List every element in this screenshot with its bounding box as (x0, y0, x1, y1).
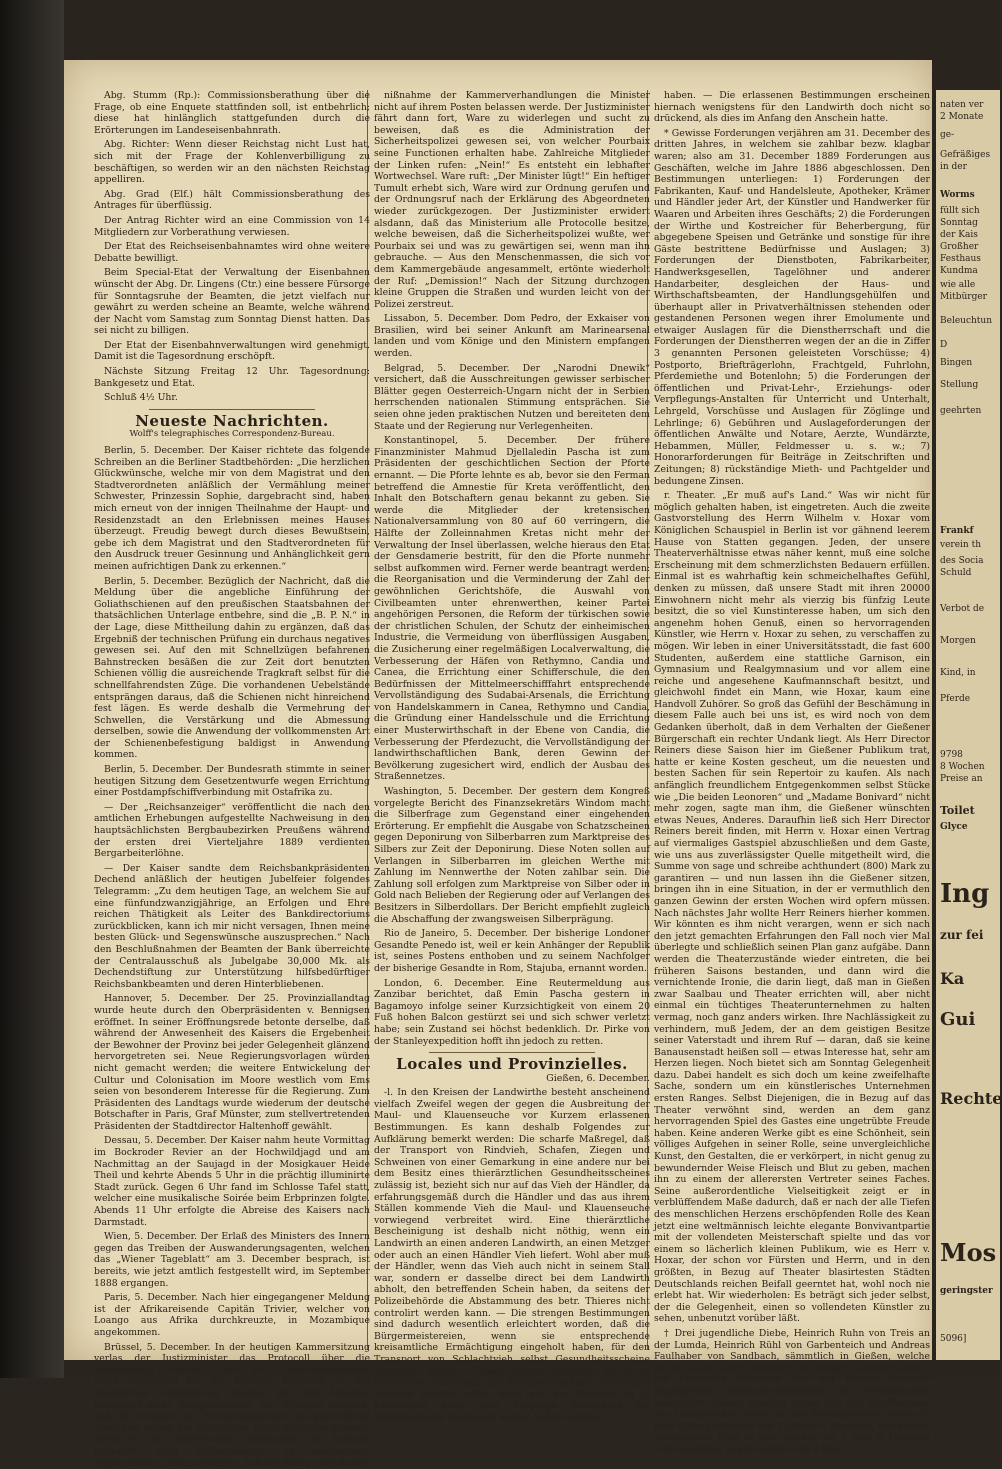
local-item: haben. — Die erlassenen Bestimmungen erscheinen hiernach wenigstens für den Landwirth doch nicht so drückend, als dies im Anfang den Anschein hatte. (654, 90, 930, 125)
edge-fragment: Kundma (940, 266, 978, 276)
news-item: Belgrad, 5. December. Der „Narodni Dnewik“ versichert, daß die Ausschreitungen gewisser serbischer Blätter gegen Oesterreich-Ungarn nicht der in Serbien herrschenden nationalen Stimmung entsprächen. Sie seien ohne jeden praktischen Nutzen und bereiteten dem Staate und der Regierung nur Verlegenheiten. (374, 362, 650, 432)
edge-fragment: ge- (940, 130, 955, 140)
news-item: — Der Kaiser sandte dem Reichsbankpräsidenten Dechend anläßlich der heutigen Jubelfeier folgendes Telegramm: „Zu dem heutigen Tage, an welchem Sie auf eine fünfundzwanzigjährige, an Erfolgen und Ehre reichen Thätigkeit als Leiter des Bankdirectoriums zurückblicken, kann ich mir nicht versagen, Ihnen meine besten Glück- und Segenswünsche auszusprechen.“ Nach den Beschlußnahmen der Beamten der Bank überreichte der Centralausschuß als Jubelgabe 30,000 Mk. als Dechendstiftung zur Unterstützung hilfsbedürftiger Reichsbankbeamten und deren Hinterbliebenen. (94, 862, 370, 990)
paragraph: Abg. Stumm (Rp.): Commissionsberathung über die Frage, ob eine Enquete stattfinden soll, ist entbehrlich; diese hat hinlänglich stattgefunden durch die Erörterungen im Landeseisenbahnrath. (94, 90, 370, 136)
edge-fragment: verein th (940, 540, 981, 550)
section-heading: Locales und Provinzielles. (396, 1055, 628, 1074)
paragraph: Abg. Richter: Wenn dieser Reichstag nicht Lust hat, sich mit der Frage der Kohlenverbilligung zu beschäftigen, so werden wir an den nächsten Reichstag appelliren. (94, 139, 370, 186)
news-item: Hannover, 5. December. Der 25. Provinziallandtag wurde heute durch den Oberpräsidenten v. Bennigsen eröffnet. In seiner Eröffnungsrede betonte derselbe, daß während der Anwesenheit des Kaisers die Ergebenheit der Bewohner der Provinz bei jeder Gelegenheit glänzend hervorgetreten sei. Neue Regierungsvorlagen würden nicht gemacht werden; die weitere Entwickelung der Cultur und Colonisation im Moore westlich vom Ems seien von besonderem Interesse für die Regierung. Zum Präsidenten des Landtags wurde wiederum der deutsche Botschafter in Paris, Graf Münster, zum stellvertretenden Präsidenten der Stadtdirector Haltenhoff gewählt. (94, 993, 370, 1132)
news-item: Lissabon, 5. December. Dom Pedro, der Exkaiser von Brasilien, wird bei seiner Ankunft am Marinearsenal landen und vom Könige und den Ministern empfangen werden. (374, 313, 650, 360)
column-2 (374, 90, 650, 1423)
local-item: r. Theater. „Er muß auf's Land.“ Was wir nicht für möglich gehalten haben, ist eingetreten. Auch die zweite Gastvorstellung des Herrn Wilhelm v. Hoxar vom Königlichen Schauspiel in Berlin ist vor gähnend leerem Hause von Statten gegangen. Jeden, der unsere Theaterverhältnisse etwas näher kennt, muß eine solche Erscheinung mit dem schmerzlichsten Bedauern erfüllen. Einmal ist es wahrhaftig kein schmeichelhaftes Gefühl, denken zu müssen, daß unsere Stadt mit ihren 20000 Einwohnern nicht mehr als vierzig bis fünfzig Leute besitzt, die so viel Kunstinteresse haben, um sich den angenehm hohen Genuß, einen so hervorragenden Künstler, wie Herrn v. Hoxar zu sehen, zu verschaffen zu mögen. Wir leben in einer Universitätsstadt, die fast 600 Studenten, außerdem eine stattliche Garnison, ein Gymnasium und Realgymnasium und vor allem eine reiche und angesehene Kaufmannschaft besitzt, und gleichwohl findet ein Mann, wie Hoxar, kaum eine Handvoll Zuhörer. So groß das Gefühl der Beschämung in diesem Falle auch bei uns ist, es wird noch von dem Gedanken überholt, daß in dem Verhalten der Gießener Bürgerschaft ein rechter Undank liegt. Als Herr Director Reiners diese Saison hier im Gießener Publikum trat, hatte er keine Kosten gescheut, um die neuesten und besten Sachen für sein Repertoir zu kaufen. Als nach anfänglich freundlichem Entgegenkommen selbst Stücke wie „Die beiden Leonoren“ und „Madame Bonivard“ nicht mehr zogen, sagte man ihm, die Gießener wünschten etwas Neues, Anderes. Daraufhin ließ sich Herr Director Reiners bereit finden, mit Herrn v. Hoxar einen Vertrag auf viermaliges Gastspiel abzuschließen und dem Gaste, wie uns aus zuverlässigster Quelle mitgetheilt wird, die Summe von sage und schreibe achthundert (800) Mark zu garantiren — und nun lassen ihn die Gießener sitzen, bringen ihn in eine Situation, in der er vermuthlich den ganzen Gewinn der ersten Wochen wird opfern müssen. Nach nächstes Jahr wollte Herr Reiners hierher kommen. Wir könnten es ihm nicht verargen, wenn er sich nach den jetzt gemachten Erfahrungen den Fall noch vier Mal überlegte und schließlich seinen Plan ganz aufgäbe. Dann werden die Theaterzustände wieder eintreten, die bei früheren Saisons bestanden, und dann wird die vernichtende Ironie, die darin liegt, daß man in Gießen zwar Saalbau und Theater errichten will, aber nicht einmal ein tüchtiges Theaterunternehmen zu halten vermag, noch ganz anders wirken. Ihre Nachlässigkeit zu verhindern, muß Jedem, der an dem geistigen Besitze seiner Vaterstadt und ihrem Ruf — daran, daß sie keine Banausenstadt heißen soll — etwas Interesse hat, sehr am Herzen liegen. Noch bietet sich am Sonntag Gelegenheit dazu. Dabei handelt es sich doch um keine zweifelhafte Sache, sondern um ein künstlerisches Unternehmen ersten Ranges. Selbst Diejenigen, die in Bezug auf das Theater verwöhnt sind, werden an dem ganz hervorragenden Spiel des Gastes eine ungetrübte Freude haben. Keine anderen Werke gibt es eine Schönheit, sein völliges Aufgehen in seiner Rolle, seine unvergleichliche Kunst, den Gestalten, die er verkörpert, in nicht genug zu bewundernder Weise Fleisch und Blut zu geben, machen ihn zu einem der allerersten Vertreter seines Faches. Seine außerordentliche Vielseitigkeit zeigt er in verblüffendem Maße dadurch, daß er nach der alle Tiefen des menschlichen Herzens erschöpfenden Rolle des Kean jetzt eine weltmännisch leichte elegante Bonvivantpartie mit der vollendeten Meisterschaft spielte und das vor einem so lächerlich kleinen Publikum, wie es Herr v. Hoxar, der schon vor Fürsten und Herrn, und in den größten, in Bezug auf Theater blasirtesten Städten Deutschlands reichen Beifall geerntet hat, wohl noch nie erlebt hat. Wir wiederholen: Es beträgt sich jeder selbst, der die Gelegenheit, einen so vollendeten Künstler zu sehen, unbenutzt vorüber läßt. (654, 490, 930, 1325)
edge-fragment: 9798 (940, 750, 963, 760)
adjacent-page-edge (936, 90, 1000, 1360)
news-item: London, 6. December. Eine Reutermeldung aus Zanzibar berichtet, daß Emin Pascha gestern in Bagamoyo infolge seiner Kurzsichtigkeit von einem 20 Fuß hohen Balcon gestürzt sei und sich schwer verletzt habe; sein Zustand sei höchst bedenklich. Dr. Pirke von der Stanleyexpedition hofft ihn jedoch zu retten. (374, 977, 650, 1047)
edge-fragment: Bingen (940, 358, 973, 368)
news-item: Wien, 5. December. Der Erlaß des Ministers des Innern gegen das Treiben der Auswanderungsagenten, welchen das „Wiener Tageblatt“ am 3. December besprach, ist bereits, wie jetzt amtlich festgestellt wird, im September 1888 ergangen. (94, 1231, 370, 1289)
edge-fragment: geringster (940, 1286, 993, 1296)
edge-fragment: 2 Monate (940, 112, 984, 122)
separator (429, 1052, 595, 1053)
edge-fragment: Pferde (940, 694, 971, 704)
column-1 (94, 90, 370, 1469)
paragraph: Der Etat des Reichseisenbahnamtes wird ohne weitere Debatte bewilligt. (94, 241, 370, 264)
edge-fragment: Toilet (940, 804, 975, 817)
edge-fragment: 5096] (940, 1334, 967, 1344)
paragraph: Schluß 4½ Uhr. (104, 392, 178, 404)
news-item: nißnahme der Kammerverhandlungen die Minister nicht auf ihrem Posten belassen werde. Der Justizminister fährt dann fort, Ware zu widerlegen und sucht zu beweisen, daß es die Administration der Sicherheitspolizei gewesen sei, von welcher Pourbaix seine Functionen erhalten habe. Zahlreiche Mitglieder der Linken rufen: „Nein!“ Es entsteht ein lebhafter Wortwechsel. Ware ruft: „Der Minister lügt!“ Ein heftiger Tumult erhebt sich, Ware wird zur Ordnung gerufen und der Ordnungsruf nach der Erklärung des Abgeordneten wieder zurückgezogen. Der Justizminister erwidert alsdann, daß das Ministerium alle Protocolle besitze, welche beweisen, daß die Sicherheitspolizei wußte, wer Pourbaix sei und was zu gewärtigen sei, wenn man ihn gebrauche. — Aus den Menschenmassen, die sich vor dem Kammergebäude angesammelt, ertönte wiederholt der Ruf: „Demission!“ Nach der Sitzung durchzogen kleine Gruppen die Straßen und wurden leicht von der Polizei zerstreut. (374, 90, 650, 310)
local-item: † Drei jugendliche Diebe, Heinrich Ruhn von Treis an der Lumda, Heinrich Rühl von Garbenteich und Andreas Faulhaber von Sandbach, sämmtlich in Gießen, welche die im Laufe dieses Sommers in hiesiger Dampfmolkerei, bei Kaufmann Bachrach und auf Textors Terrasse begangenen Einbruchsdiebstähle in Gemeinschaft ausgeführt haben, standen heute vor der Strafkammer des Landgerichts. Ruhn, als der Meistbelastete, wurde in eine Gefängnißstrafe von 2 Jahren 6 Monaten, der bereits vorbestrafte Rühl in eine solche von 1 Jahr 9 Monaten und Faulhaber in eine solche von 4 Mo- (654, 1327, 930, 1455)
edge-fragment: Verbot de (940, 604, 985, 614)
news-item: — Der „Reichsanzeiger“ veröffentlicht die nach den amtlichen Erhebungen aufgestellte Nachweisung in den hauptsächlichsten Bergbaubezirken Preußens während der ersten drei Vierteljahre 1889 verdienten Bergarbeiterlöhne. (94, 801, 370, 860)
paragraph: Abg. Grad (Elf.) hält Commissionsberathung des Antrages für überflüssig. (94, 188, 370, 212)
paragraph: Der Antrag Richter wird an eine Commission von 14 Mitgliedern zur Vorberathung verwiesen. (94, 214, 370, 238)
news-item: Dessau, 5. December. Der Kaiser nahm heute Vormittag im Bockroder Revier an der Hochwildjagd und am Nachmittag an der Saujagd in der Mosigkauer Heide Theil und kehrte Abends 5 Uhr in die prächtig illuminirte Stadt zurück. Gegen 6 Uhr fand im Schlosse Tafel statt, welcher eine musikalische Soirée beim Erbprinzen folgte. Abends 11 Uhr erfolgte die Abreise des Kaisers nach Darmstadt. (94, 1135, 370, 1228)
dateline: Gießen, 6. December. (546, 1072, 650, 1084)
paragraph: Nächste Sitzung Freitag 12 Uhr. Tagesordnung: Bankgesetz und Etat. (94, 366, 370, 389)
edge-fragment: geehrten (940, 406, 982, 416)
edge-fragment: Gefräßiges (940, 150, 991, 160)
book-binding (0, 0, 64, 1378)
edge-fragment: 8 Wochen (940, 762, 985, 772)
news-item: Washington, 5. December. Der gestern dem Kongreß vorgelegte Bericht des Finanzsekretärs Windom macht die Silberfrage zum Gegenstand einer eingehenden Erörterung. Er empfiehlt die Ausgabe von Schatzscheinen gegen Deponirung von Silberbarren zum Marktpreise des Silbers zur Zeit der Deponirung. Diese Noten sollen auf Verlangen in Silberbarren im gleichen Werthe mit Zahlung im Nennwerthe der Noten zahlbar sein. Die Zahlung soll erfolgen zum Marktpreise von Silber oder in Gold nach Belieben der Regierung oder auf Verlangen des Besitzers in Silberdollars. Der Bericht empfiehlt zugleich die Abschaffung der zwangsweisen Silberprägung. (374, 786, 650, 925)
edge-fragment: Morgen (940, 636, 976, 646)
paragraph: Beim Special-Etat der Verwaltung der Eisenbahnen wünscht der Abg. Dr. Lingens (Ctr.) eine bessere Fürsorge für Sonntagsruhe der Beamten, die jetzt vielfach nur gewährt zu werden scheine an Beamte, welche während der Nacht vom Samstag zum Sonntag Dienst hatten. Das sei nicht zu billigen. (94, 267, 370, 337)
news-item: Berlin, 5. December. Bezüglich der Nachricht, daß die Meldung über die angebliche Einführung der Goliathschienen auf den preußischen Staatsbahnen der thatsächlichen Unterlage entbehre, sind die „B. P. N.“ in der Lage, diese Mittheilung dahin zu ergänzen, daß das Ergebniß der technischen Prüfung ein durchaus negatives gewesen sei. Auf den mit Schnellzügen befahrenen Bahnstrecken besäßen die zur Zeit dort benutzten Schienen völlig die ausreichende Tragkraft selbst für die schnellfahrendsten Züge. Die vorhandenen Uebelstände entsprängen daraus, daß die Schienen nicht hinreichend fest lägen. Es werde deshalb die Vermehrung der Schwellen, die Verstärkung und die Abmessung derselben, sowie die Anwendung der vollkommensten Art der Schienenbefestigung baldigst in Anwendung kommen. (94, 575, 370, 761)
edge-fragment: Worms (940, 190, 975, 200)
news-item: Brüssel, 5. December. In der heutigen Kammersitzung verlas der Justizminister das Protocoll über die Vernehmung Pourbaix durch die Sicherheitsbehörde. Nach demselben hat der Minister Devolder an der nächtlichen Unterredung Pourbaix mit dem Minister Beernaert nicht theilgenommen. Der Minister erklärte, daß der Dirigent der Sicherheitspolizei das gerichtliche Vorgehen gegen die Socialisten hätte aufhalten können, wenn er die betreffenden Thatsachen zur Sprache gebracht, statt Stillschweigen zu beobachten. Abgeordneter Janson erwartet, daß der König nach Kennt- (94, 1341, 370, 1469)
edge-fragment: Preise an (940, 774, 983, 784)
edge-fragment: Gui (940, 1009, 976, 1030)
edge-fragment: Großher (940, 242, 979, 252)
edge-fragment: Mos (940, 1238, 997, 1267)
section-heading: Neueste Nachrichten. (135, 411, 329, 430)
section-subheading: Wolff's telegraphisches Correspondenz-Bureau. (129, 429, 335, 440)
edge-fragment: in der (940, 162, 967, 172)
edge-fragment: Mitbürger (940, 292, 987, 302)
column-3 (654, 90, 930, 1455)
edge-fragment: Glyce (940, 822, 968, 832)
edge-fragment: Beleuchtun (940, 316, 992, 326)
edge-fragment: zur fei (940, 928, 984, 942)
edge-fragment: Ing (940, 879, 990, 909)
news-item: Paris, 5. December. Nach hier eingegangener Meldung ist der Afrikareisende Capitän Trivier, welcher von Loango aus Afrika durchkreuzte, in Mozambique angekommen. (94, 1292, 370, 1338)
news-item: Konstantinopel, 5. December. Der frühere Finanzminister Mahmud Djellaledin Pascha ist zum Präsidenten der geschichtlichen Section der Pforte ernannt. — Die Pforte lehnte es ab, bevor sie den Ferman betreffend die Amnestie für Kreta veröffentlicht, den Inhalt den Botschaftern genau bekannt zu geben. Sie werde die Mitglieder der kretensischen Nationalversammlung von 80 auf 60 verringern, die Hälfte der Zolleinnahmen Kretas nicht mehr der Verwaltung der Insel überlassen, welche hieraus den Etat der Gensdamerie bestritt, für den die Pforte nunmehr selbst aufkommen wird. Ferner werde beantragt werden: die Reorganisation und die Verminderung der Zahl der gewöhnlichen Gerichtshöfe, die Auswahl von Civilbeamten unter ehrenwerthen, keiner Partei angehörigen Personen, die Reform der türkischen sowie der christlichen Schulen, der Schutz der einheimischen Industrie, die Vermeidung von überflüssigen Ausgaben, die Zusicherung einer regelmäßigen Localverwaltung, die Verbesserung der Häfen von Rethymno, Candia und Canea, die Errichtung einer Schifferschule, die den Bedürfnissen der Mittelmeerschifffahrt entsprechende Vervollständigung des Sudabai-Arsenals, die Errichtung von Handelskammern in Canea, Rethymno und Candia, die Gründung einer Handelsschule und die Errichtung einer Musterwirthschaft in der Ebene von Candia, die Verbesserung der Pferdezucht, die Vervollständigung der landwirthschaftlichen Bank, deren Gewinn der Bevölkerung zugesichert wird, endlich der Ausbau des Straßennetzes. (374, 435, 650, 783)
edge-fragment: Schuld (940, 568, 972, 578)
edge-fragment: der Kais (940, 230, 978, 240)
edge-fragment: D (940, 340, 948, 350)
edge-fragment: naten ver (940, 100, 984, 110)
edge-fragment: Stellung (940, 380, 979, 390)
separator (149, 409, 315, 410)
news-item: Berlin, 5. December. Der Bundesrath stimmte in seiner heutigen Sitzung dem Gesetzentwurfe wegen Errichtung einer Postdampfschiffverbindung mit Ostafrika zu. (94, 764, 370, 799)
edge-fragment: des Socia (940, 556, 984, 566)
edge-fragment: Sonntag (940, 218, 978, 228)
paragraph: Der Etat der Eisenbahnverwaltungen wird genehmigt. Damit ist die Tagesordnung erschöpft. (94, 339, 370, 363)
local-item: * Gewisse Forderungen verjähren am 31. December des dritten Jahres, in welchem sie zahlbar bezw. klagbar waren; also am 31. December 1889 Forderungen aus Geschäften, welche im Jahre 1886 abgeschlossen. Den Bestimmungen unterliegen: 1) Forderungen der Fabrikanten, Kauf- und Handelsleute, Apotheker, Krämer und Händler jeder Art, der Künstler und Handwerker für Waaren und Arbeiten ihres Geschäfts; 2) die Forderungen der Wirthe und Kostreicher für Beherbergung, für abgegebene Speisen und Getränke und sonstige für ihre Gäste bestrittene Bedürfnisse und Auslagen; 3) Forderungen der Dienstboten, Fabrikarbeiter, Handwerksgesellen, Tagelöhner und anderer Handarbeiter, desgleichen der Haus- und Wirthschaftsbeamten, der Handlungsgehülfen und überhaupt aller in Privatverhältnissen stehenden oder gestandenen Personen wegen ihrer Emolumente und etwaiger Auslagen für die Dienstherrschaft und die Forderungen der Dienstherren wegen der an die in Ziffer 3 genannten Personen geleisteten Vorschüsse; 4) Postporto, Briefträgerlohn, Frachtgeld, Fuhrlohn, Pferdemiethe und Botenlohn; 5) die Forderungen der öffentlichen und Privat-Lehr-, Erziehungs- oder Verpflegungs-Anstalten für Unterricht und Unterhalt, Lehrgeld, Vorschüsse und Auslagen für Zöglinge und Lehrlinge; 6) Gebühren und Auslageforderungen der öffentlichen Anwälte und Notare, Aerzte, Wundärzte, Hebammen, Müller, Feldmesser u. s. w.; 7) Honorarforderungen für Beiträge in Zeitschriften und Zeitungen; 8) rückständige Mieth- und Pachtgelder und bedungene Zinsen. (654, 127, 930, 487)
edge-fragment: Rechte (940, 1089, 1002, 1108)
edge-fragment: füllt sich (940, 206, 980, 216)
edge-fragment: Ka (940, 969, 965, 988)
edge-fragment: Kind, in (940, 668, 976, 678)
edge-fragment: wie alle (940, 280, 976, 290)
news-item: Rio de Janeiro, 5. December. Der bisherige Londoner Gesandte Penedo ist, weil er kein Anhänger der Republik ist, seines Postens enthoben und zu seinem Nachfolger der bisherige Gesandte in Rom, Stajuba, ernannt worden. (374, 928, 650, 974)
edge-fragment: Frankf (940, 526, 974, 536)
edge-fragment: Festhaus (940, 254, 981, 264)
local-item: -l. In den Kreisen der Landwirthe besteht anscheinend vielfach Zweifel wegen der gegen die Ausbreitung der Maul- und Klauenseuche vor Kurzem erlassenen Bestimmungen. Es kann deshalb Folgendes zur Aufklärung bemerkt werden: Die scharfe Maßregel, daß der Transport von Rindvieh, Schafen, Ziegen und Schweinen von einer Gemarkung in eine andere nur bei dem Besitz eines thierärztlichen Gesundheitsscheines zulässig ist, bezieht sich nur auf das Vieh der Händler, da erfahrungsgemäß durch die Händler und das aus ihrem Ställen kommende Vieh die Maul- und Klauenseuche vorwiegend verbreitet wird. Eine thierärztliche Bescheinigung ist deshalb nicht nöthig, wenn ein Landwirth an einen anderen Landwirth, an einen Metzger oder auch an einen Händler Vieh liefert. Wohl aber muß der Händler, wenn das Vieh auch nicht in seinem Stall war, sondern er dasselbe direct bei dem Landwirth abholt, den betreffenden Schein haben, da seitens der Polizeibehörde die Abstammung des betr. Thieres nicht controlirt werden kann. — Die strengen Bestimmungen sind dadurch wesentlich erleichtert worden, daß die Bürgermeistereien, wenn sie entsprechende kreisamtliche Ermächtigung eingeholt haben, für den Transport von Schlachtvieh selbst Gesundheitsscheine ausstellen können. Diesen Schein bedürfen, sofern er nicht etwa außerhalb des Großherzogthums überhaupt verlangt werden sollte, auch nur die Händler, da ja Landwirthe nach dem Eingangs Bemerkten für Viehtransporte überhaupt keinen Schein nöthig (374, 1087, 650, 1423)
news-item: Berlin, 5. December. Der Kaiser richtete das folgende Schreiben an die Berliner Stadtbehörden: „Die herzlichen Glückwünsche, welche mir von dem Magistrat und den Stadtverordneten anläßlich der Vermählung meiner Schwester, Prinzessin Sophie, dargebracht sind, haben mich erneut von der innigen Theilnahme der Haupt- und Residenzstadt an den Erlebnissen meines Hauses überzeugt. Freudig bewegt durch dieses Bewußtsein, gebe ich dem Magistrat und den Stadtverordneten für den Ausdruck treuer Gesinnung und Anhänglichkeit gern meinen aufrichtigen Dank zu erkennen.“ (94, 445, 370, 572)
newspaper-page (64, 60, 932, 1469)
